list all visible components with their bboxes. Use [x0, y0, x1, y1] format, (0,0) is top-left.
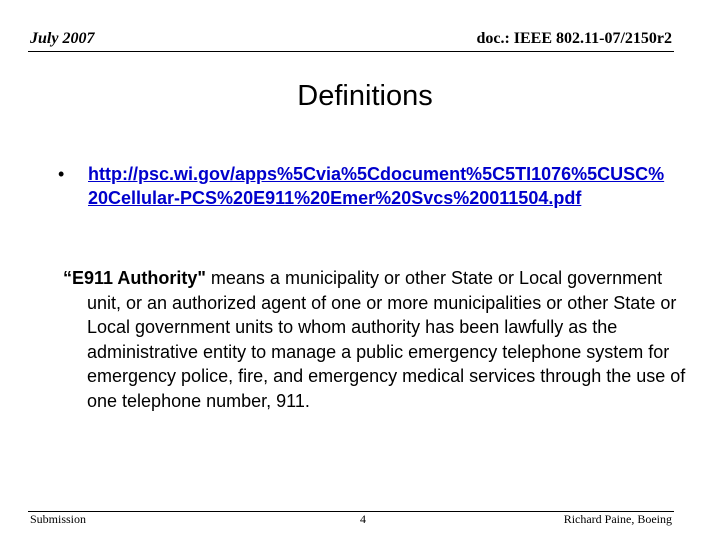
document-link[interactable]: http://psc.wi.gov/apps%5Cvia%5Cdocument%5C5TI1076%5CUSC%20Cellular-PCS%20E911%20Emer%20Svcs%20011504.pdf	[88, 164, 665, 208]
bullet-icon: •	[58, 164, 65, 184]
definition-term: “E911 Authority"	[63, 268, 206, 288]
header-divider	[28, 51, 674, 52]
footer-author: Richard Paine, Boeing	[563, 512, 672, 526]
header-date: July 2007	[30, 30, 95, 47]
slide-title: Definitions	[297, 80, 433, 112]
page-number: 4	[360, 512, 366, 526]
footer-submission: Submission	[30, 512, 87, 526]
definition-paragraph	[63, 266, 687, 413]
header-doc-id: doc.: IEEE 802.11-07/2150r2	[476, 30, 672, 47]
definition-body: means a municipality or other State or Local government unit, or an authorized agent of one or more municipalities or other State or Local government units to whom authority has been lawfully as the administrative entity to manage a public emergency telephone system for emergency police, fire, and emergency medical services through the use of one telephone number, 911.	[87, 268, 686, 411]
